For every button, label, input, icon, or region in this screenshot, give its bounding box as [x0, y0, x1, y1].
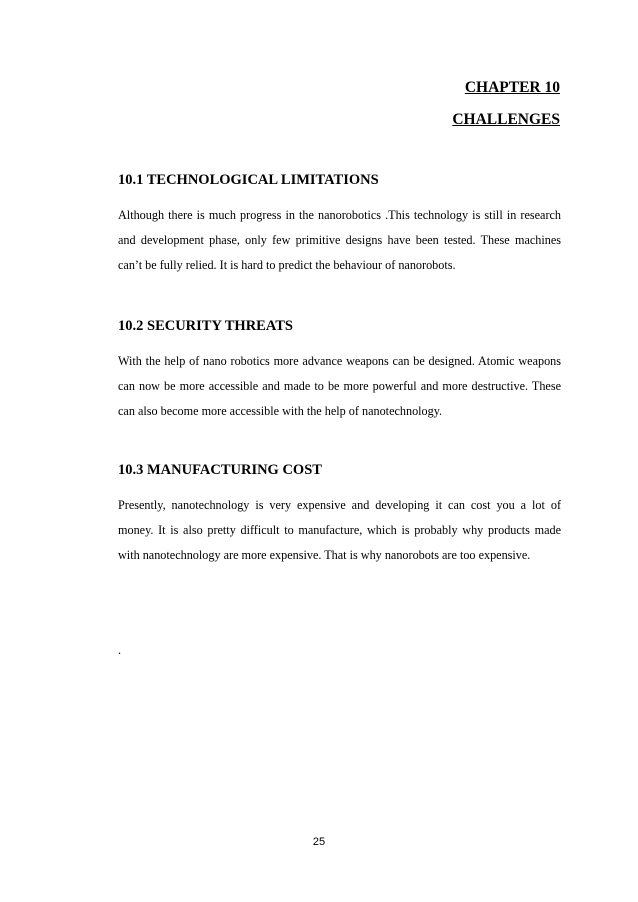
section-paragraph: With the help of nano robotics more advance weapons can be designed. Atomic weapons can now be more accessible and made to be more powerful and more destructive. These can also become more accessible with the help of nanotechnology.: [118, 354, 561, 418]
trailing-period: .: [118, 643, 122, 657]
section-paragraph: Although there is much progress in the nanorobotics .This technology is still in research and development phase, only few primitive designs have been tested. These machines can’t be fully relied. It is hard to predict the behaviour of nanorobots.: [118, 208, 561, 272]
chapter-number: CHAPTER 10: [464, 79, 560, 96]
section-heading: 10.3 MANUFACTURING COST: [118, 462, 322, 478]
section-heading: 10.1 TECHNOLOGICAL LIMITATIONS: [118, 172, 379, 188]
section-paragraph: Presently, nanotechnology is very expensive and developing it can cost you a lot of money. It is also pretty difficult to manufacture, which is probably why products made with nanotechnology are more expensive. That is why nanorobots are too expensive.: [118, 498, 561, 562]
chapter-title: CHALLENGES: [452, 111, 560, 128]
chapter-header: [452, 78, 560, 130]
section-heading: 10.2 SECURITY THREATS: [118, 318, 293, 334]
section-technological-limitations: [118, 170, 561, 278]
section-manufacturing-cost: [118, 460, 561, 568]
page-number: 25: [312, 836, 326, 848]
section-security-threats: [118, 316, 561, 424]
